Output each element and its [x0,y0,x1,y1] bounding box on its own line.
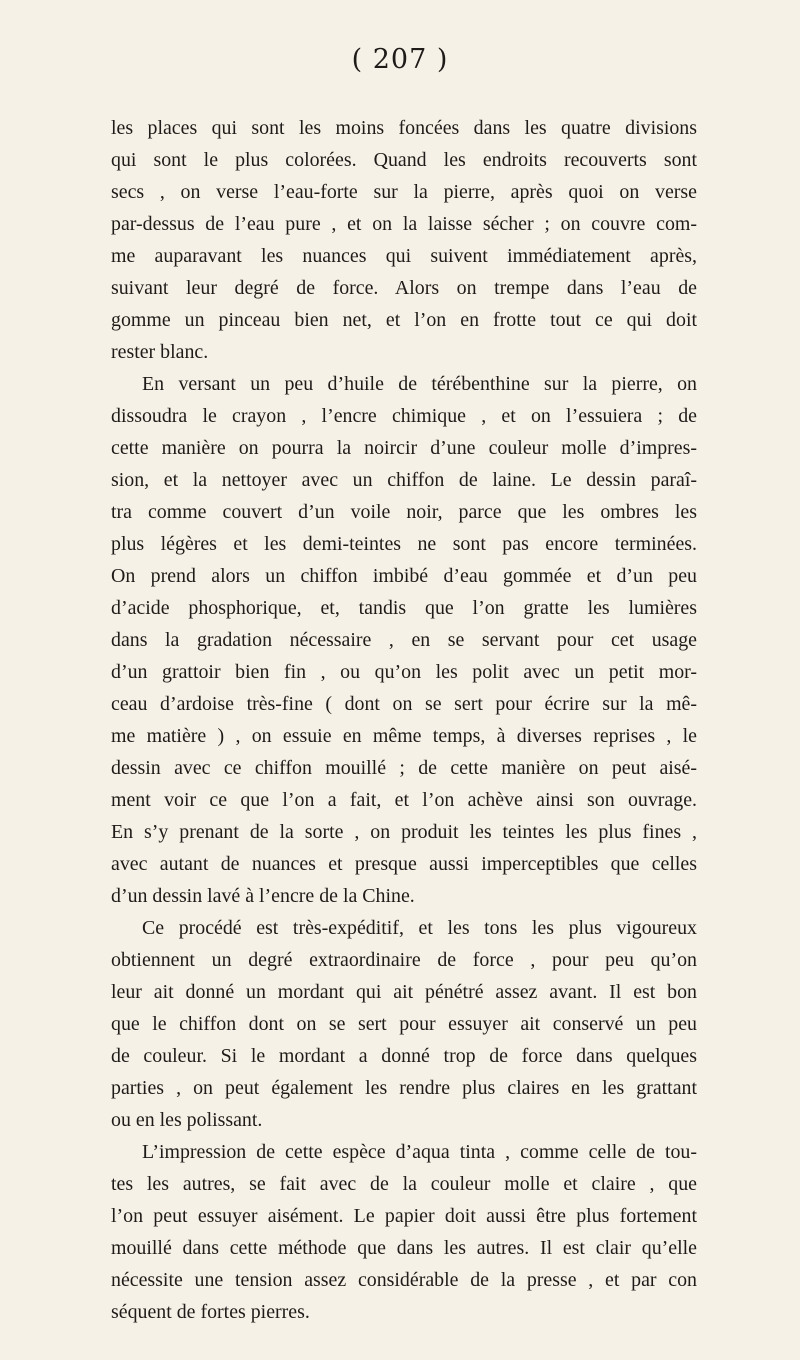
page-number: ( 207 ) [351,44,449,75]
text-line: l’on peut essuyer aisément. Le papier doit aussi être plus fortement [111,1205,697,1227]
text-line: tes les autres, se fait avec de la couleur molle et claire , que [111,1173,697,1195]
text-line: leur ait donné un mordant qui ait pénétré assez avant. Il est bon [111,981,697,1003]
text-line: ment voir ce que l’on a fait, et l’on achève ainsi son ouvrage. [111,789,697,811]
text-line: On prend alors un chiffon imbibé d’eau gommée et d’un peu [111,565,697,587]
text-line: cette manière on pourra la noircir d’une couleur molle d’impres- [111,437,697,459]
text-line: sion, et la nettoyer avec un chiffon de laine. Le dessin paraî- [111,469,697,491]
text-line: ceau d’ardoise très-fine ( dont on se sert pour écrire sur la mê- [111,693,697,715]
text-line: me auparavant les nuances qui suivent immédiatement après, [111,245,697,267]
text-line: tra comme couvert d’un voile noir, parce que les ombres les [111,501,697,523]
text-line: rester blanc. [111,341,209,363]
text-line: obtiennent un degré extraordinaire de force , pour peu qu’on [111,949,697,971]
text-line: qui sont le plus colorées. Quand les endroits recouverts sont [111,149,697,171]
text-line: gomme un pinceau bien net, et l’on en frotte tout ce qui doit [111,309,697,331]
text-line: me matière ) , on essuie en même temps, à diverses reprises , le [111,725,697,747]
text-line: par-dessus de l’eau pure , et on la laisse sécher ; on couvre com- [111,213,697,235]
text-line: dessin avec ce chiffon mouillé ; de cette manière on peut aisé- [111,757,697,779]
text-line: suivant leur degré de force. Alors on trempe dans l’eau de [111,277,697,299]
text-line: ou en les polissant. [111,1109,263,1131]
text-line: secs , on verse l’eau-forte sur la pierre, après quoi on verse [111,181,697,203]
text-line: mouillé dans cette méthode que dans les autres. Il est clair qu’elle [111,1237,697,1259]
text-line: de couleur. Si le mordant a donné trop de force dans quelques [111,1045,697,1067]
text-line: d’un dessin lavé à l’encre de la Chine. [111,885,415,907]
text-line: avec autant de nuances et presque aussi imperceptibles que celles [111,853,697,875]
text-line: que le chiffon dont on se sert pour essuyer ait conservé un peu [111,1013,697,1035]
text-line: plus légères et les demi-teintes ne sont pas encore terminées. [111,533,697,555]
text-line: En versant un peu d’huile de térébenthine sur la pierre, on [142,373,697,395]
text-line: parties , on peut également les rendre plus claires en les grattant [111,1077,697,1099]
text-line: dans la gradation nécessaire , en se servant pour cet usage [111,629,697,651]
text-line: les places qui sont les moins foncées dans les quatre divisions [111,117,697,139]
text-line: nécessite une tension assez considérable de la presse , et par con [111,1269,697,1291]
text-line: dissoudra le crayon , l’encre chimique , et on l’essuiera ; de [111,405,697,427]
text-line: séquent de fortes pierres. [111,1301,310,1323]
text-line: d’un grattoir bien fin , ou qu’on les polit avec un petit mor- [111,661,697,683]
text-line: Ce procédé est très-expéditif, et les tons les plus vigoureux [142,917,697,939]
text-line: L’impression de cette espèce d’aqua tinta , comme celle de tou- [142,1141,697,1163]
body-text [111,112,697,1328]
text-line: En s’y prenant de la sorte , on produit les teintes les plus fines , [111,821,697,843]
text-line: d’acide phosphorique, et, tandis que l’on gratte les lumières [111,597,697,619]
